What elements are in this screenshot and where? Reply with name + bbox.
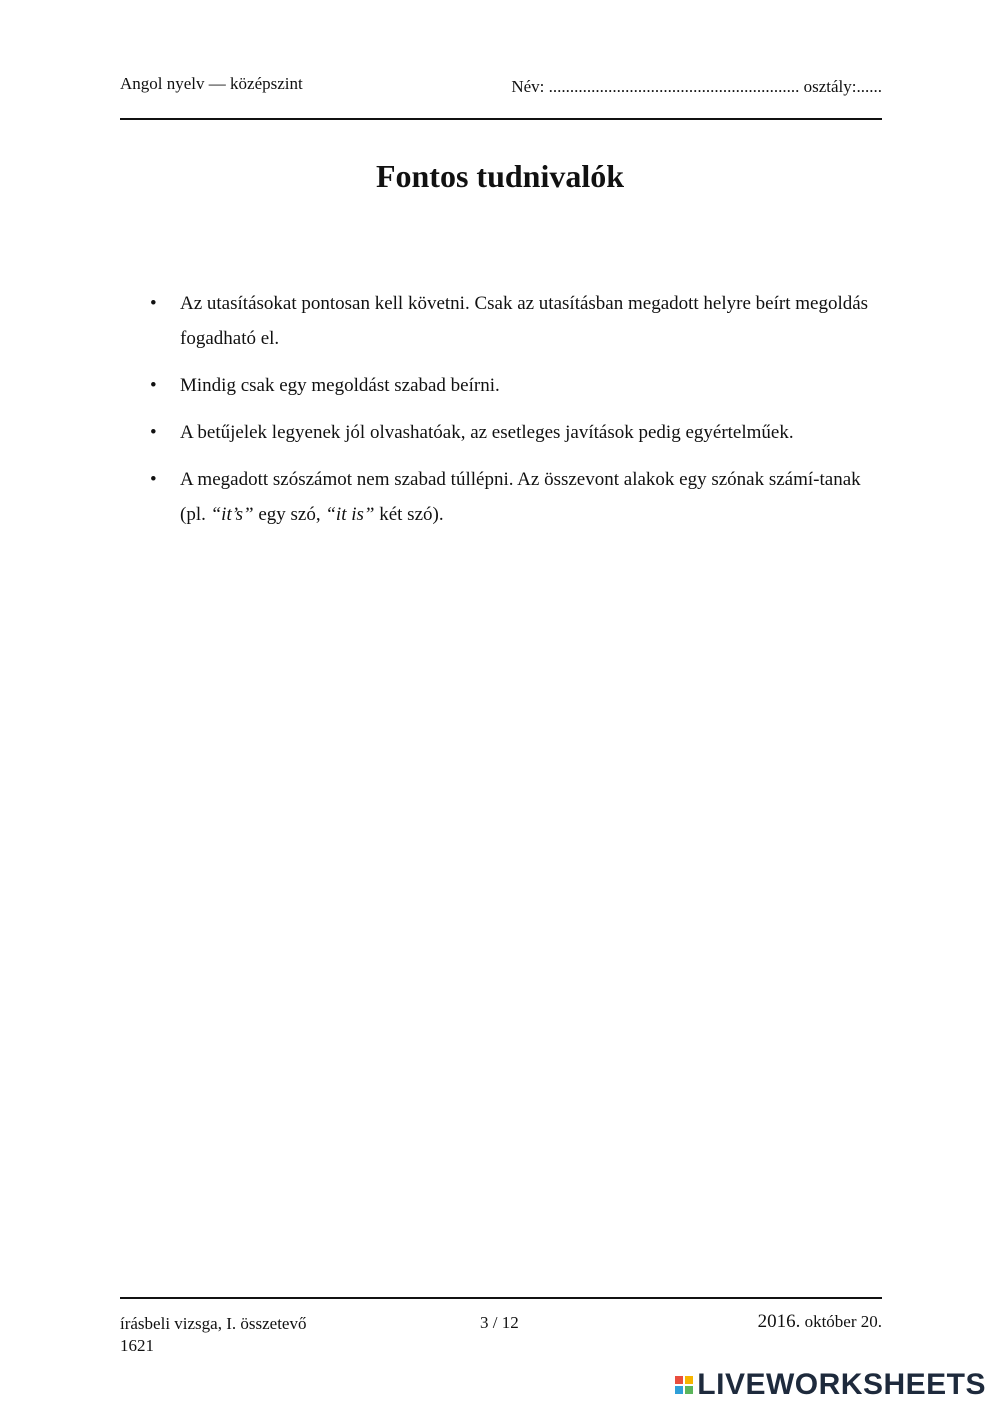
- logo-square: [685, 1386, 693, 1394]
- list-item: [150, 368, 870, 403]
- bullet-icon: •: [150, 469, 157, 490]
- liveworksheets-watermark: [675, 1368, 986, 1402]
- bullet-icon: •: [150, 293, 157, 314]
- rule-text: [180, 469, 861, 525]
- rule-text: A betűjelek legyenek jól olvashatóak, az esetleges javítások pedig egyértelműek.: [180, 422, 794, 443]
- rule-text-part: egy szó,: [253, 504, 326, 525]
- header-name-class-field: Név: ........................................................... osztály:......: [511, 77, 882, 96]
- example-its: “it’s”: [210, 504, 254, 525]
- bullet-icon: •: [150, 422, 157, 443]
- page-number: 3 / 12: [480, 1313, 519, 1332]
- footer-exam-code: 1621: [120, 1336, 154, 1355]
- header-subject: Angol nyelv — középszint: [120, 74, 303, 93]
- footer-date: [758, 1311, 882, 1333]
- list-item: [150, 462, 870, 532]
- page-title: Fontos tudnivalók: [375, 158, 625, 194]
- list-item: [150, 286, 870, 356]
- example-it-is: “it is”: [325, 504, 375, 525]
- footer-day: október 20.: [800, 1312, 882, 1331]
- rule-text-part: A megadott szószámot nem szabad túllépni. Az összevont alakok egy szónak számí-tanak (pl.: [180, 469, 861, 525]
- rule-text-part: két szó).: [374, 504, 444, 525]
- rule-text: Az utasításokat pontosan kell követni. Csak az utasításban megadott helyre beírt megoldás fogadható el.: [180, 293, 869, 349]
- logo-square: [675, 1386, 683, 1394]
- rule-text: Mindig csak egy megoldást szabad beírni.: [180, 375, 500, 396]
- footer-exam-info: [120, 1313, 306, 1357]
- bullet-icon: •: [150, 375, 157, 396]
- liveworksheets-logo-icon: [675, 1376, 693, 1394]
- page-header: [120, 72, 882, 120]
- logo-square: [675, 1376, 683, 1384]
- watermark-text: LIVEWORKSHEETS: [697, 1368, 986, 1401]
- page-footer: [120, 1297, 882, 1355]
- footer-exam-name: írásbeli vizsga, I. összetevő: [120, 1314, 307, 1333]
- rules-list: [150, 286, 870, 544]
- list-item: [150, 415, 870, 450]
- logo-square: [685, 1376, 693, 1384]
- footer-year: 2016.: [757, 1311, 801, 1332]
